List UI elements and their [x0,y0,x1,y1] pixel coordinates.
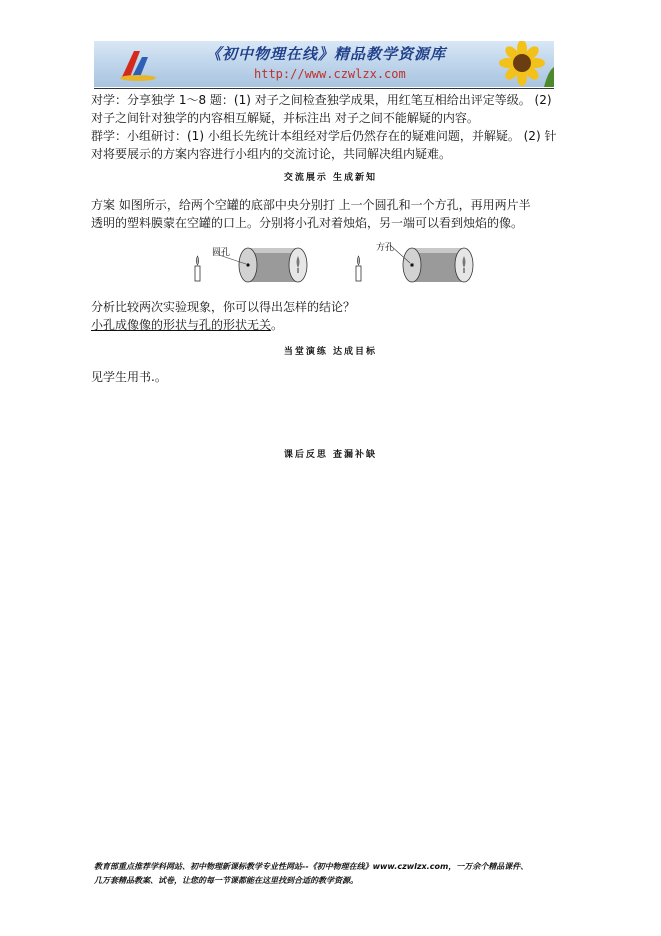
plan-line2: 透明的塑料膜蒙在空罐的口上。分别将小孔对着烛焰，另一端可以看到烛焰的像。 [91,216,524,230]
can-round-hole [219,248,307,282]
pinhole-figure [190,242,490,286]
analysis-question: 分析比较两次实验现象，你可以得出怎样的结论？ [91,300,356,314]
site-logo-icon [118,47,158,83]
section-heading-practice: 当堂演练 达成目标 [283,347,378,357]
paragraph-practice [91,368,581,386]
footer-line1: 教育部重点推荐学科网站、初中物理新课标教学专业性网站--《初中物理在线》www.czwlzx.com，一万余个精品课件、 [94,862,529,871]
paragraph-group-study [91,127,581,163]
page-footer [94,860,594,888]
paragraph-plan [91,196,581,232]
analysis-answer: 小孔成像像的形状与孔的形状无关 [91,318,272,332]
can-square-hole [390,245,473,282]
header-rule [94,88,554,89]
p1-line2: 对子之间针对独学的内容相互解疑，并标注出 对子之间不能解疑的内容。 [91,111,479,125]
label-square-hole: 方孔 [376,243,395,253]
label-round-hole: 圆孔 [212,248,231,258]
section-heading-exchange: 交流展示 生成新知 [283,173,378,183]
sunflower-icon [492,41,554,87]
banner-url[interactable]: http://www.czwlzx.com [254,67,406,81]
p1-line1: 对学：分享独学 1～8 题：(1) 对子之间检查独学成果，用红笔互相给出评定等级。 (2) [91,93,552,107]
footer-line2: 几万套精品教案、试卷，让您的每一节课都能在这里找到合适的教学资源。 [94,876,358,885]
banner-title: 《初中物理在线》精品教学资源库 [206,45,447,63]
practice-text: 见学生用书.。 [91,370,167,384]
plan-line1: 方案 如图所示，给两个空罐的底部中央分别打 上一个圆孔和一个方孔，再用两片半 [91,198,531,212]
p2-line1: 群学：小组研讨：(1) 小组长先统计本组经对学后仍然存在的疑难问题，并解疑。 (2) 针 [91,129,557,143]
analysis-answer-end: 。 [271,318,284,332]
candle-icon [195,256,200,281]
paragraph-analysis [91,298,581,334]
p2-line2: 对将要展示的方案内容进行小组内的交流讨论，共同解决组内疑难。 [91,147,452,161]
paragraph-pair-study [91,91,581,127]
header-banner [94,41,554,87]
section-heading-reflection: 课后反思 查漏补缺 [283,450,378,460]
candle-icon [356,256,361,281]
